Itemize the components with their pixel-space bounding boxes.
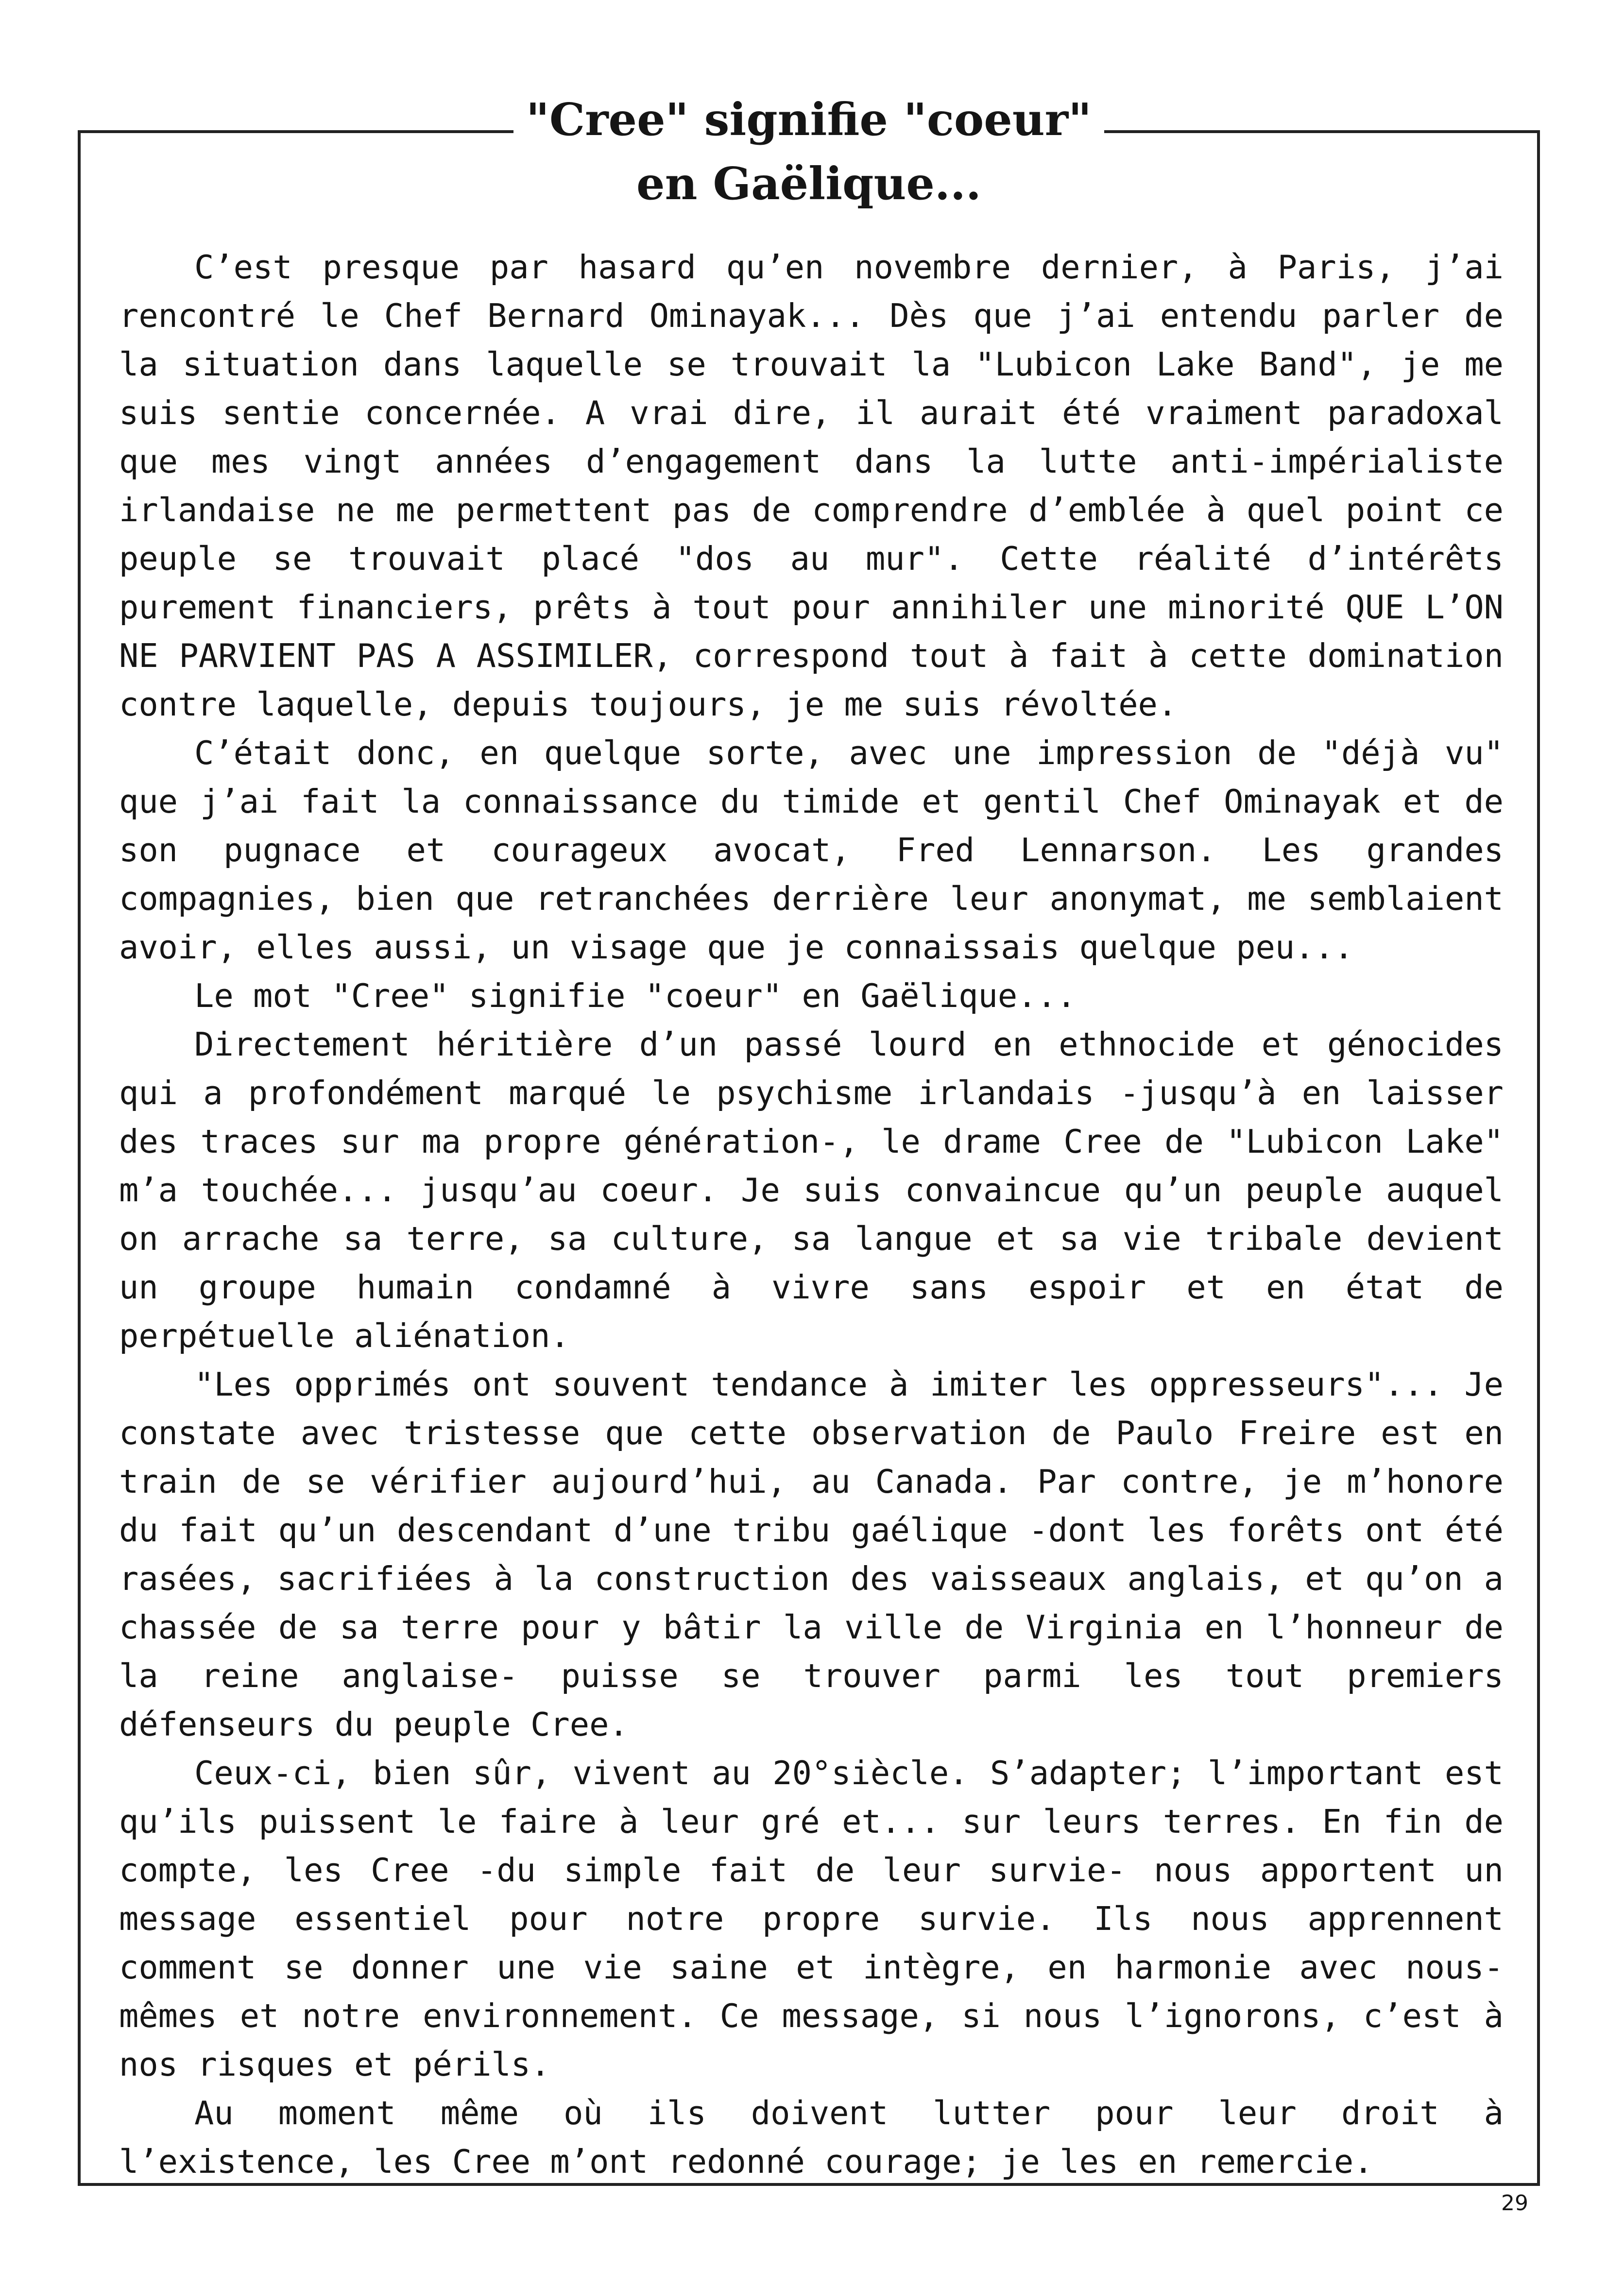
article-body <box>119 243 1504 2186</box>
paragraph-5: "Les opprimés ont souvent tendance à imiter les oppresseurs"... Je constate avec tristesse que cette observation de Paulo Freire est en train de se vérifier aujourd’hui, au Canada. Par contre, je m’honore du fait qu’un descendant d’une tribu gaélique -dont les forêts ont été rasées, sacrifiées à la construction des vaisseaux anglais, et qu’on a chassée de sa terre pour y bâtir la ville de Virginia en l’honneur de la reine anglaise- puisse se trouver parmi les tout premiers défenseurs du peuple Cree. <box>119 1365 1504 1743</box>
paragraph-7: Au moment même où ils doivent lutter pour leur droit à l’existence, les Cree m’ont redonné courage; je les en remercie. <box>119 2094 1504 2181</box>
paragraph-4: Directement héritière d’un passé lourd en ethnocide et génocides qui a profondément marqué le psychisme irlandais -jusqu’à en laisser des traces sur ma propre génération-, le drame Cree de "Lubicon Lake" m’a touchée... jusqu’au coeur. Je suis convaincue qu’un peuple auquel on arrache sa terre, sa culture, sa langue et sa vie tribale devient un groupe humain condamné à vivre sans espoir et en état de perpétuelle aliénation. <box>119 1025 1504 1355</box>
paragraph-6: Ceux-ci, bien sûr, vivent au 20°siècle. S’adapter; l’important est qu’ils puissent le faire à leur gré et... sur leurs terres. En fin de compte, les Cree -du simple fait de leur survie- nous apportent un message essentiel pour notre propre survie. Ils nous apprennent comment se donner une vie saine et intègre, en harmonie avec nous-mêmes et notre environnement. Ce message, si nous l’ignorons, c’est à nos risques et périls. <box>119 1754 1504 2083</box>
paragraph-1: C’est presque par hasard qu’en novembre dernier, à Paris, j’ai rencontré le Chef Bernard Ominayak... Dès que j’ai entendu parler de la situation dans laquelle se trouvait la "Lubicon Lake Band", je me suis sentie concernée. A vrai dire, il aurait été vraiment paradoxal que mes vingt années d’engagement dans la lutte anti-impérialiste irlandaise ne me permettent pas de comprendre d’emblée à quel point ce peuple se trouvait placé "dos au mur". Cette réalité d’intérêts purement financiers, prêts à tout pour annihiler une minorité QUE L’ON NE PARVIENT PAS A ASSIMILER, correspond tout à fait à cette domination contre laquelle, depuis toujours, je me suis révoltée. <box>119 248 1504 723</box>
page-number: 29 <box>1501 2191 1528 2216</box>
paragraph-3: Le mot "Cree" signifie "coeur" en Gaëlique... <box>194 977 1077 1015</box>
title-line-1: "Cree" signifie "coeur" <box>78 87 1540 152</box>
title-line-2: en Gaëlique... <box>78 152 1540 216</box>
paragraph-2: C’était donc, en quelque sorte, avec une impression de "déjà vu" que j’ai fait la connaissance du timide et gentil Chef Ominayak et de son pugnace et courageux avocat, Fred Lennarson. Les grandes compagnies, bien que retranchées derrière leur anonymat, me semblaient avoir, elles aussi, un visage que je connaissais quelque peu... <box>119 734 1504 966</box>
article-title <box>78 87 1540 216</box>
